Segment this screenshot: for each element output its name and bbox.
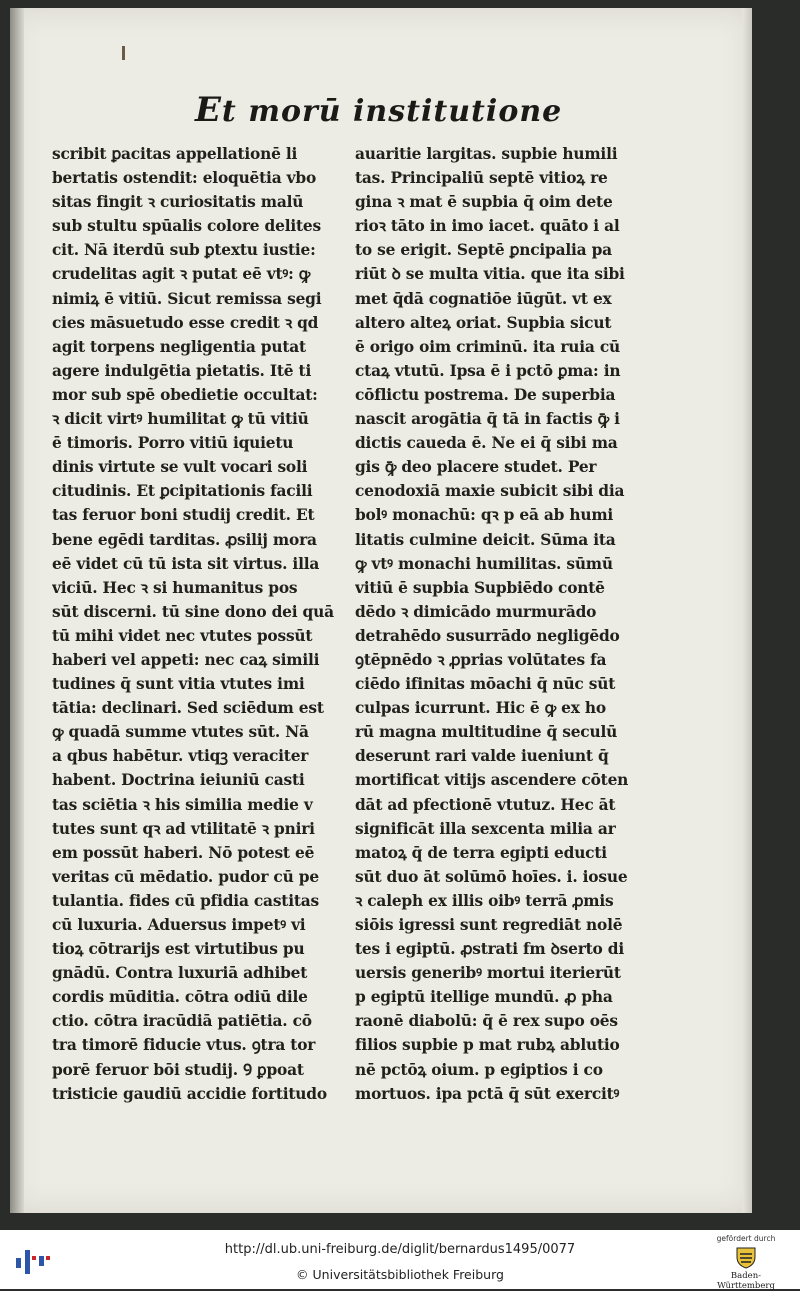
text-line: tudines q̄ sunt vitia vtutes imi (52, 675, 305, 694)
text-line: ꝙ quadā summe vtutes sūt. Nā (52, 723, 309, 742)
sponsor-name: Baden-Württemberg (717, 1271, 775, 1291)
text-line: siōis igressi sunt regrediāt nolē (355, 916, 623, 934)
text-line: matoꝝ q̄ de terra egipti educti (355, 843, 607, 862)
text-line: ctio. cōtra iracūdiā patiētia. cō (52, 1012, 312, 1031)
text-line: tra timorē fiducie vtus. ꝯtra tor (52, 1036, 316, 1055)
text-line: agere indulgētia pietatis. Itē ti (52, 361, 312, 380)
text-line: a qbus habētur. vtiqꝫ veraciter (52, 747, 309, 766)
text-line: culpas icurrunt. Hic ē ꝙ ex ho (355, 699, 606, 718)
text-line: riūt ꝺ se multa vitia. que ita sibi (355, 265, 625, 284)
sponsor-label: gefördert durch (716, 1234, 776, 1243)
text-line: cordis mūditia. cōtra odiū dile (52, 988, 308, 1007)
text-line: gis ꝙ̄ deo placere studet. Per (355, 458, 597, 477)
text-line: cies māsuetudo esse credit ꝛ qd (52, 313, 319, 332)
text-line: raonē diabolū: q̄ ē rex supo oēs (355, 1012, 618, 1031)
text-line: gina ꝛ mat ē supbia q̄ oim dete (355, 193, 613, 212)
ink-mark (122, 46, 125, 60)
text-line: altero alteꝝ oriat. Supbia sicut (355, 313, 612, 332)
text-line: ꝛ dicit virtꝰ humilitat ꝙ tū vitiū (52, 410, 309, 429)
text-line: ciēdo ifinitas mōachi q̄ nūc sūt (355, 675, 616, 694)
text-line: cit. Nā iterdū sub ꝑtextu iustie: (52, 241, 316, 260)
text-line: filios supbie p mat rubꝝ ablutio (355, 1036, 620, 1055)
text-line: uersis generibꝰ mortui iterierūt (355, 964, 621, 983)
text-line: tātia: declinari. Sed sciēdum est (52, 699, 324, 718)
text-line: tioꝝ cōtrarijs est virtutibus pu (52, 940, 305, 959)
copyright-notice: © Universitätsbibliothek Freiburg (296, 1267, 504, 1282)
text-line: rū magna multitudine q̄ seculū (355, 723, 618, 742)
running-head (195, 90, 562, 130)
text-line: dēdo ꝛ dimicādo murmurādo (355, 602, 597, 621)
text-line: ꝛ caleph ex illis oibꝰ terrā ꝓmis (355, 891, 614, 910)
coat-of-arms-icon (735, 1245, 757, 1269)
text-line: ꝙ vtꝰ monachi humilitas. sūmū (355, 554, 613, 573)
text-line: nascit arogātia q̄ tā in factis ꝙ̄ i (355, 410, 620, 429)
text-line: dāt ad pfectionē vtutuz. Hec āt (355, 795, 616, 814)
viewer-footer (0, 1230, 800, 1289)
text-line: mor sub spē obedietie occultat: (52, 385, 318, 404)
text-line: bertatis ostendit: eloquētia vbo (52, 169, 317, 188)
text-line: crudelitas agit ꝛ putat eē vtꝰ: ꝙ (52, 265, 311, 284)
book-page (10, 8, 752, 1213)
running-head-initial: E (195, 90, 222, 130)
text-line: sub stultu spūalis colore delites (52, 217, 321, 236)
text-line: viciū. Hec ꝛ si humanitus pos (52, 578, 298, 597)
text-line: rioꝛ tāto in imo iacet. quāto i al (355, 217, 620, 236)
text-line: eē videt cū tū ista sit virtus. illa (52, 554, 320, 573)
text-line: ctaꝝ vtutū. Ipsa ē i pctō ꝑma: in (355, 361, 621, 380)
text-column-right (355, 142, 661, 1106)
sponsor-block (706, 1234, 786, 1291)
text-line: tas feruor boni studij credit. Et (52, 506, 315, 525)
text-line: mortificat vitijs ascendere cōten (355, 771, 629, 790)
text-line: tutes sunt qꝛ ad vtilitatē ꝛ pniri (52, 819, 315, 838)
text-line: significāt illa sexcenta milia ar (355, 819, 616, 838)
text-line: nē pctōꝝ oium. p egiptios i co (355, 1060, 603, 1079)
text-line: deserunt rari valde iueniunt q̄ (355, 747, 609, 766)
text-line: bene egēdi tarditas. ꝓsilij mora (52, 530, 317, 549)
text-line: bolꝰ monachū: qꝛ p eā ab humi (355, 506, 614, 525)
text-column-left (52, 142, 352, 1106)
text-line: gnādū. Contra luxuriā adhibet (52, 964, 308, 983)
text-line: citudinis. Et ꝑcipitationis facili (52, 482, 313, 501)
text-line: p egiptū itellige mundū. ꝓ pha (355, 988, 613, 1007)
text-line: nimiꝝ ē vitiū. Sicut remissa segi (52, 289, 322, 308)
text-line: porē feruor bōi studij. Ꝯ ꝑpoat (52, 1060, 304, 1079)
text-line: tulantia. fides cū pfidia castitas (52, 891, 319, 910)
text-line: to se erigit. Septē ꝑncipalia pa (355, 241, 612, 260)
text-line: litatis culmine deicit. Sūma ita (355, 530, 616, 549)
text-line: ꝯtēpnēdo ꝛ ꝓprias volūtates fa (355, 650, 607, 669)
text-line: scribit ꝑacitas appellationē li (52, 145, 298, 163)
text-line: ē timoris. Porro vitiū iquietu (52, 434, 294, 453)
text-line: tes i egiptū. ꝓstrati fm ꝺserto di (355, 940, 624, 959)
page-edge (742, 8, 752, 1213)
text-line: ē origo oim criminū. ita ruia cū (355, 337, 620, 356)
text-line: tas sciētia ꝛ his similia medie v (52, 795, 313, 814)
text-line: sitas fingit ꝛ curiositatis malū (52, 193, 304, 212)
text-line: tas. Principaliū septē vitioꝝ re (355, 169, 608, 188)
text-line: tū mihi videt nec vtutes possūt (52, 626, 313, 645)
text-line: sūt duo āt solūmō hoīes. i. iosue (355, 867, 628, 886)
text-line: haberi vel appeti: nec caꝝ simili (52, 650, 320, 669)
page-spine-shadow (10, 8, 24, 1213)
text-line: cōflictu postrema. De superbia (355, 385, 616, 404)
text-line: vitiū ē supbia Supbiēdo contē (355, 578, 605, 597)
text-line: veritas cū mēdatio. pudor cū pe (52, 867, 319, 886)
text-line: sūt discerni. tū sine dono dei quā (52, 602, 334, 621)
text-line: auaritie largitas. supbie humili (355, 145, 618, 163)
text-line: cenodoxiā maxie subicit sibi dia (355, 482, 625, 501)
text-line: mortuos. ipa pctā q̄ sūt exercitꝰ (355, 1084, 620, 1103)
text-line: habent. Doctrina ieiuniū casti (52, 771, 305, 790)
text-line: dictis caueda ē. Ne ei q̄ sibi ma (355, 434, 618, 453)
text-line: dinis virtute se vult vocari soli (52, 458, 308, 477)
text-line: agit torpens negligentia putat (52, 337, 306, 356)
text-line: em possūt haberi. Nō potest eē (52, 843, 315, 862)
text-line: tristicie gaudiū accidie fortitudo (52, 1084, 327, 1103)
permalink-url[interactable]: http://dl.ub.uni-freiburg.de/diglit/bernardus1495/0077 (224, 1242, 576, 1257)
text-line: cū luxuria. Aduersus impetꝰ vi (52, 916, 306, 934)
text-line: met q̄dā cognatiōe iūgūt. vt ex (355, 289, 612, 308)
text-line: detrahēdo susurrādo negligēdo (355, 626, 620, 645)
running-head-text: t morū institutione (221, 94, 563, 129)
